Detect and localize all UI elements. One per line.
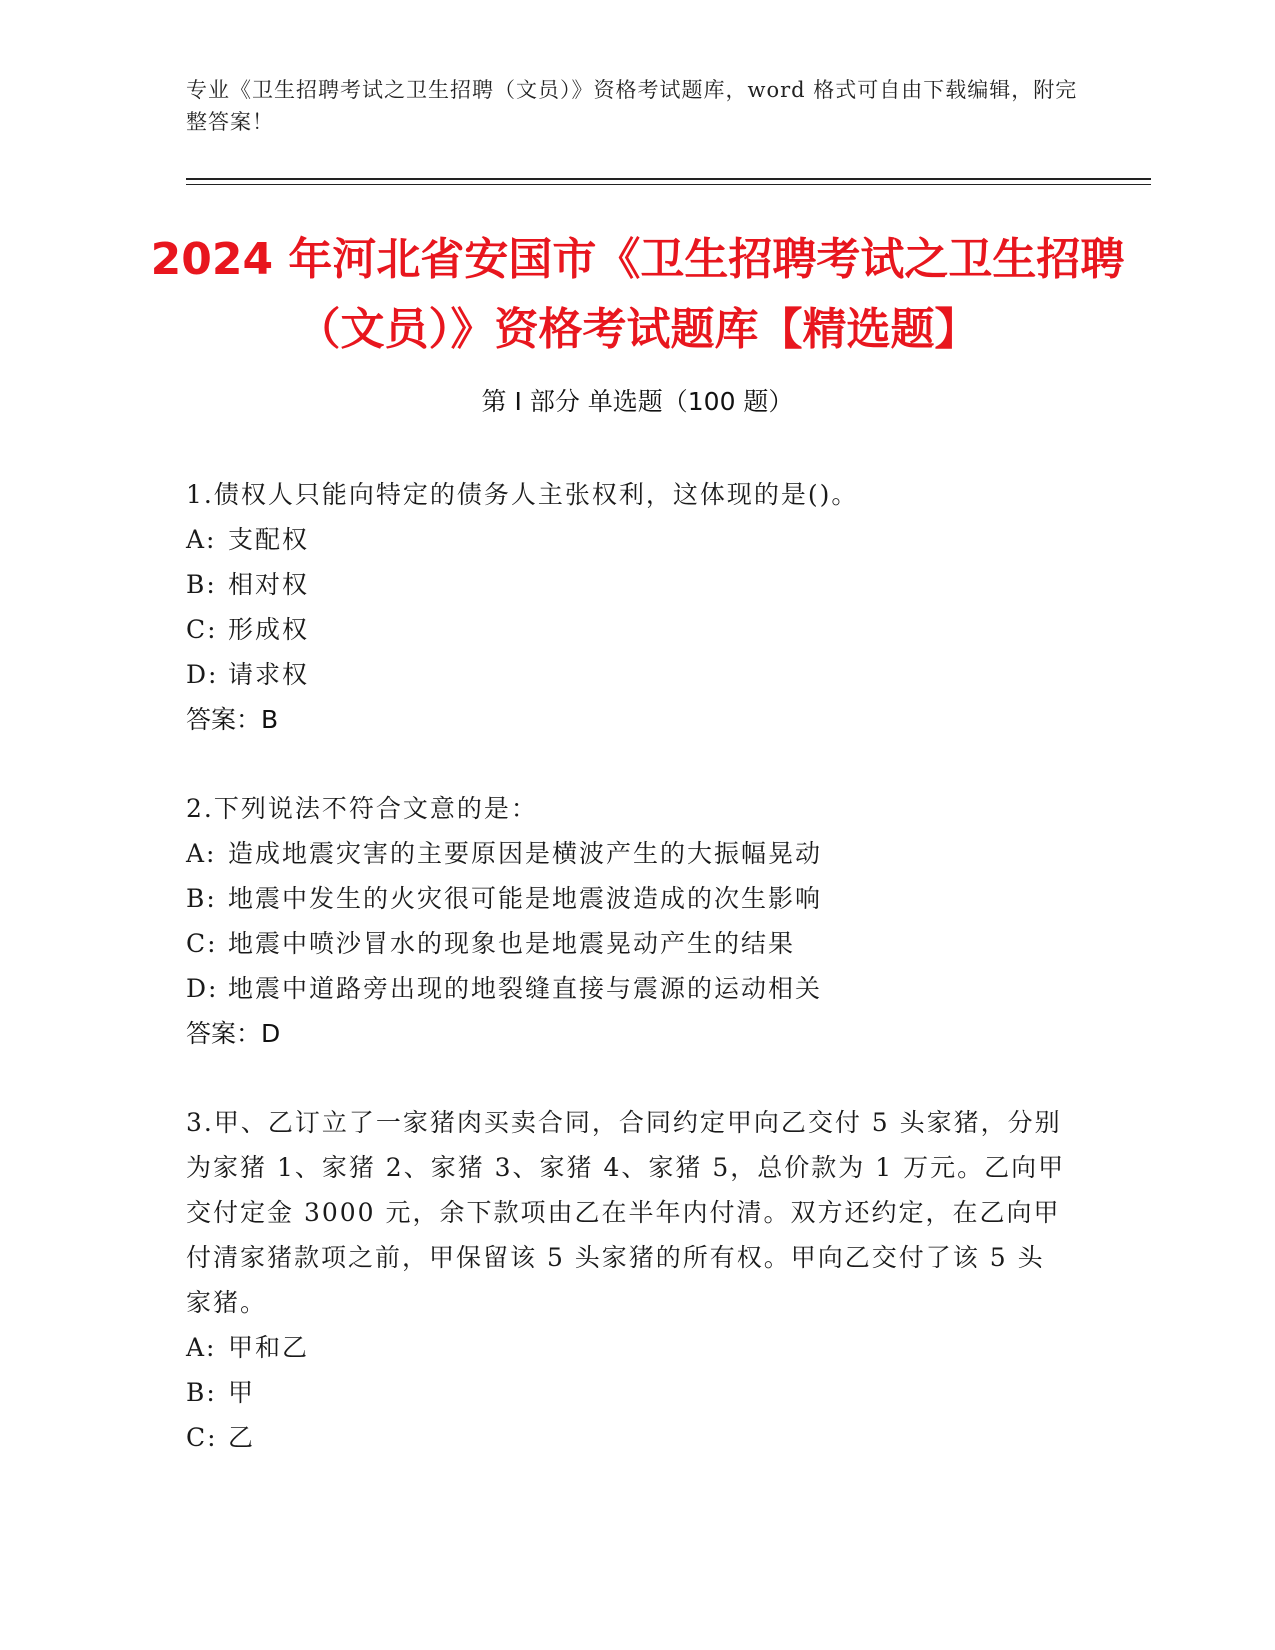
option-d (186, 966, 1086, 1011)
option-letter: B: (186, 884, 217, 913)
option-letter: D: (186, 660, 219, 689)
option-letter: A: (186, 839, 217, 868)
option-letter: B: (186, 1378, 217, 1407)
document-title: 2024 年河北省安国市《卫生招聘考试之卫生招聘（文员）》资格考试题库【精选题】 (150, 234, 1125, 355)
option-letter: C: (186, 929, 218, 958)
option-d (186, 652, 1086, 697)
option-c (186, 1415, 1086, 1460)
option-text: 甲和乙 (228, 1333, 310, 1362)
option-text: 形成权 (228, 615, 310, 644)
option-letter: C: (186, 1423, 218, 1452)
question-list (186, 472, 1086, 1460)
option-text: 乙 (228, 1423, 256, 1452)
question-2 (186, 786, 1086, 1056)
option-b (186, 562, 1086, 607)
option-a (186, 517, 1086, 562)
option-text: 支配权 (228, 525, 310, 554)
option-b (186, 876, 1086, 921)
option-text: 地震中发生的火灾很可能是地震波造成的次生影响 (228, 884, 823, 913)
question-stem: 3.甲、乙订立了一家猪肉买卖合同，合同约定甲向乙交付 5 头家猪，分别为家猪 1、家猪 2、家猪 3、家猪 4、家猪 5，总价款为 1 万元。乙向甲交付定金 3000 元，余下款项由乙在半年内付清。双方还约定，在乙向甲付清家猪款项之前，甲保留该 5 头家猪的所有权。甲向乙交付了该 5 头家猪。 (186, 1108, 1066, 1317)
section-title: 第 I 部分 单选题（100 题） (481, 387, 794, 416)
question-stem: 2.下列说法不符合文意的是： (186, 794, 538, 823)
question-1 (186, 472, 1086, 742)
option-letter: C: (186, 615, 218, 644)
header-divider-thin (186, 184, 1151, 185)
option-text: 请求权 (228, 660, 310, 689)
option-text: 造成地震灾害的主要原因是横波产生的大振幅晃动 (228, 839, 823, 868)
option-c (186, 921, 1086, 966)
option-text: 相对权 (228, 570, 310, 599)
option-letter: A: (186, 525, 217, 554)
option-c (186, 607, 1086, 652)
option-a (186, 1325, 1086, 1370)
answer-line: 答案：B (186, 705, 279, 734)
answer-line: 答案：D (186, 1019, 281, 1048)
header-note: 专业《卫生招聘考试之卫生招聘（文员）》资格考试题库，word 格式可自由下载编辑，附完整答案！ (186, 78, 1078, 134)
question-stem: 1.债权人只能向特定的债务人主张权利，这体现的是()。 (186, 480, 859, 509)
option-text: 甲 (228, 1378, 256, 1407)
option-letter: A: (186, 1333, 217, 1362)
header-divider-thick (186, 178, 1151, 180)
option-b (186, 1370, 1086, 1415)
option-a (186, 831, 1086, 876)
option-letter: B: (186, 570, 217, 599)
option-text: 地震中喷沙冒水的现象也是地震晃动产生的结果 (228, 929, 796, 958)
option-text: 地震中道路旁出现的地裂缝直接与震源的运动相关 (228, 974, 823, 1003)
question-3 (186, 1100, 1086, 1460)
option-letter: D: (186, 974, 219, 1003)
